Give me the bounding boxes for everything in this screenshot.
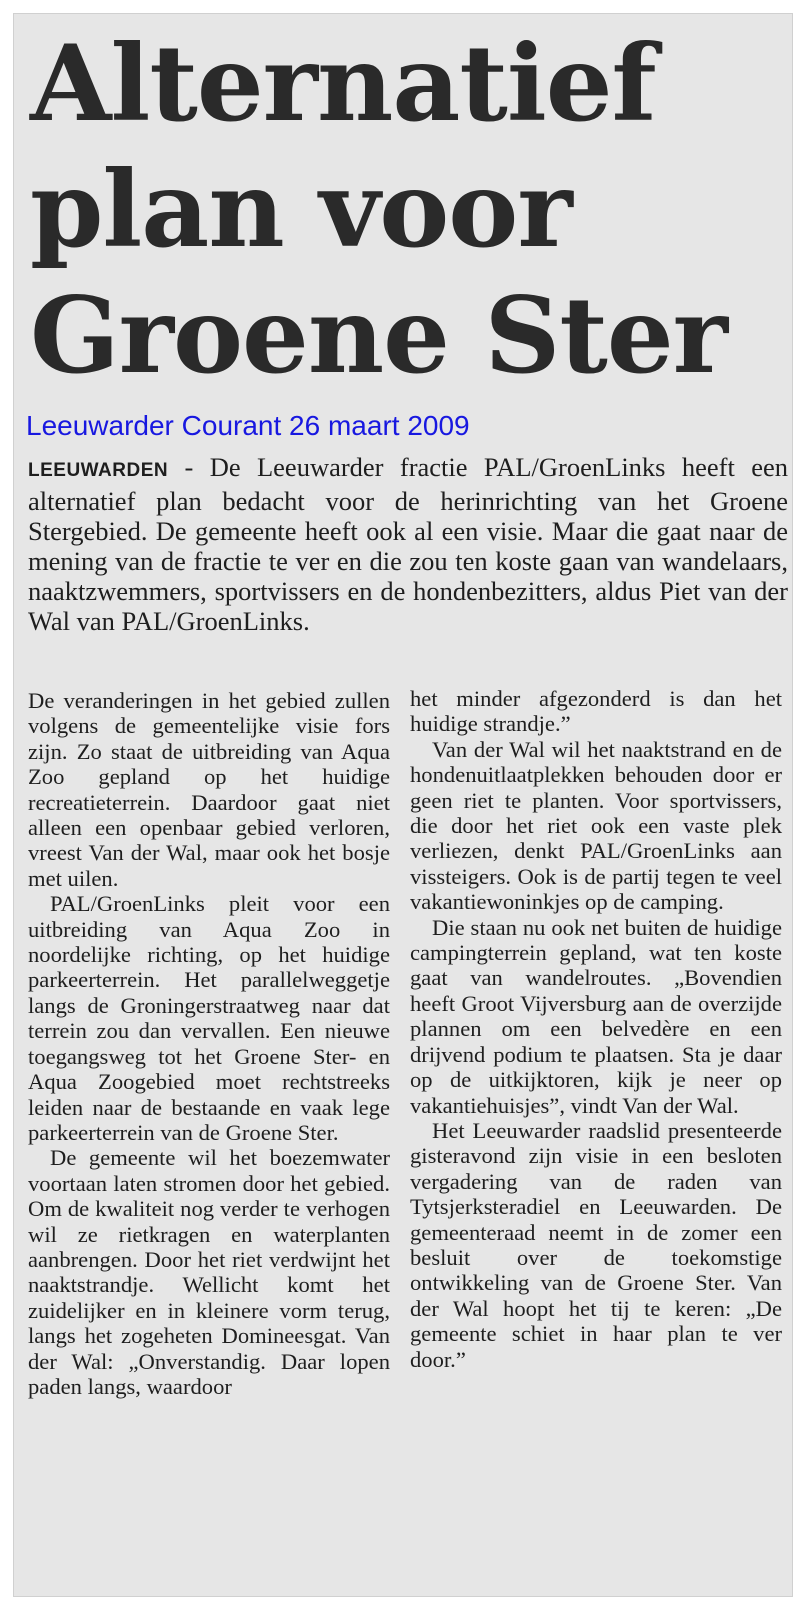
headline-line-1: Alternatief	[30, 21, 656, 145]
body-paragraph: Het Leeuwarder raadslid presenteerde gisteravond zijn visie in een besloten vergadering van de raden van Tytsjerksteradiel en Leeuwarden. De gemeenteraad neemt in de zomer een besluit over de toekomstige ontwikkeling van de Groene Ster. Van der Wal hoopt het tij te keren: „De gemeente schiet in haar plan te ver door.”	[410, 1117, 782, 1372]
article-column-left	[28, 688, 390, 1399]
lead-paragraph	[28, 452, 788, 636]
lead-text: - De Leeuwarder fractie PAL/GroenLinks heeft een alternatief plan bedacht voor de herinrichting van het Groene Stergebied. De gemeente heeft ook al een visie. Maar die gaat naar de mening van de fractie te ver en die zou ten koste gaan van wandelaars, naaktzwemmers, sportvissers en de hondenbezitters, aldus Piet van der Wal van PAL/GroenLinks.	[28, 452, 788, 636]
body-paragraph: De gemeente wil het boezemwater voortaan laten stromen door het gebied. Om de kwaliteit nog verder te verhogen wil ze rietkragen en waterplanten aanbrengen. Door het riet verdwijnt het naaktstrandje. Wellicht komt het zuidelijker en in kleinere vorm terug, langs het zogeheten Domineesgat. Van der Wal: „Onverstandig. Daar lopen paden langs, waardoor	[28, 1145, 390, 1399]
body-paragraph: PAL/GroenLinks pleit voor een uitbreiding van Aqua Zoo in noordelijke richting, op het huidige parkeerterrein. Het parallelweggetje langs de Groningerstraatweg naar dat terrein zou dan vervallen. Een nieuwe toegangsweg tot het Groene Ster- en Aqua Zoogebied moet rechtstreeks leiden naar de bestaande en vaak lege parkeerterrein van de Groene Ster.	[28, 891, 390, 1145]
headline	[30, 20, 790, 398]
headline-line-3: Groene Ster	[30, 273, 727, 397]
article-column-right	[410, 686, 782, 1372]
body-paragraph: Van der Wal wil het naaktstrand en de hondenuitlaatplekken behouden door er geen riet te planten. Voor sportvissers, die door het riet ook een vaste plek verliezen, denkt PAL/GroenLinks aan vissteigers. Ook is de partij tegen te veel vakantiewoninkjes op de camping.	[410, 736, 782, 915]
body-paragraph: het minder afgezonderd is dan het huidige strandje.”	[410, 686, 782, 737]
source-caption: Leeuwarder Courant 26 maart 2009	[26, 410, 470, 441]
newspaper-clipping	[14, 14, 792, 1596]
dateline-place: LEEUWARDEN	[28, 460, 169, 481]
body-paragraph: De veranderingen in het gebied zullen volgens de gemeentelijke visie fors zijn. Zo staat de uitbreiding van Aqua Zoo gepland op het huidige recreatieterrein. Daardoor gaat niet alleen een openbaar gebied verloren, vreest Van der Wal, maar ook het bosje met uilen.	[28, 688, 390, 891]
headline-line-2: plan voor	[30, 147, 572, 271]
body-paragraph: Die staan nu ook net buiten de huidige campingterrein gepland, wat ten koste gaat van wandelroutes. „Bovendien heeft Groot Vijversburg aan de overzijde plannen om een belvedère en een drijvend podium te plaatsen. Sta je daar op de uitkijktoren, kijk je neer op vakantiehuisjes”, vindt Van der Wal.	[410, 914, 782, 1118]
